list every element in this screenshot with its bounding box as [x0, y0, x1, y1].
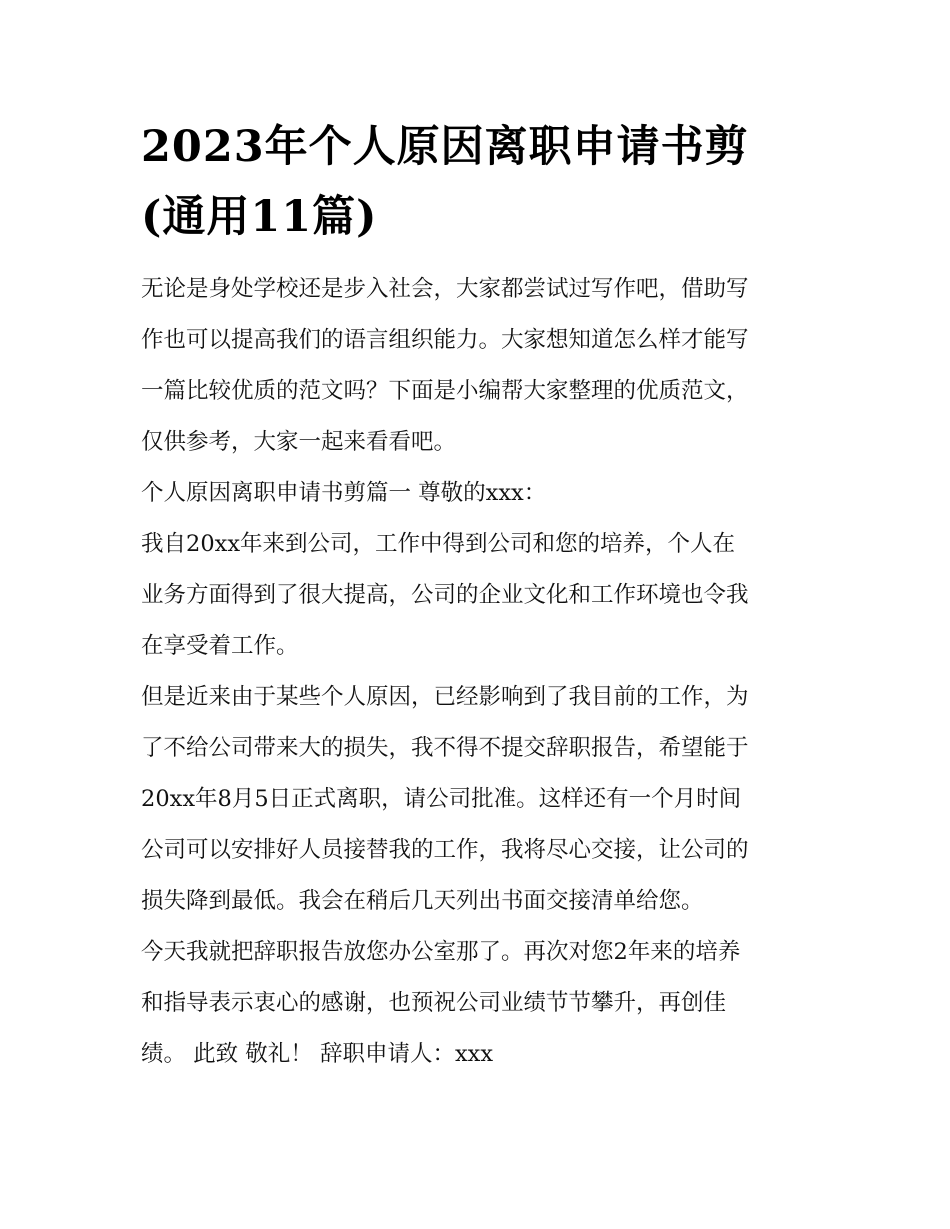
text-line: 我自20xx年来到公司，工作中得到公司和您的培养，个人在	[141, 531, 736, 557]
text-line: 一篇比较优质的范文吗？下面是小编帮大家整理的优质范文，	[141, 378, 749, 404]
section-heading-paragraph	[141, 468, 813, 519]
text-line: 和指导表示衷心的感谢，也预祝公司业绩节节攀升，再创佳	[141, 990, 727, 1016]
text-line: 无论是身处学校还是步入社会，大家都尝试过写作吧，借助写	[141, 276, 749, 302]
closing-paragraph	[141, 927, 813, 1080]
intro-paragraph	[141, 264, 813, 468]
document-content	[141, 112, 813, 1080]
text-line: 损失降到最低。我会在稍后几天列出书面交接清单给您。	[141, 888, 704, 914]
body-paragraph	[141, 672, 813, 927]
text-line: 个人原因离职申请书剪篇一 尊敬的xxx：	[141, 480, 547, 506]
document-title	[141, 112, 813, 252]
text-line: 今天我就把辞职报告放您办公室那了。再次对您2年来的培养	[141, 939, 741, 965]
text-line: 但是近来由于某些个人原因，已经影响到了我目前的工作，为	[141, 684, 749, 710]
text-line: 了不给公司带来大的损失，我不得不提交辞职报告，希望能于	[141, 735, 749, 761]
text-line: 仅供参考，大家一起来看看吧。	[141, 429, 457, 455]
title-line: (通用11篇)	[141, 192, 378, 242]
body-paragraph	[141, 519, 813, 672]
text-line: 业务方面得到了很大提高，公司的企业文化和工作环境也令我	[141, 582, 749, 608]
document-body	[141, 264, 813, 1080]
title-line: 2023年个人原因离职申请书剪	[141, 122, 749, 172]
text-line: 20xx年8月5日正式离职，请公司批准。这样还有一个月时间	[141, 786, 742, 812]
text-line: 公司可以安排好人员接替我的工作，我将尽心交接，让公司的	[141, 837, 749, 863]
text-line: 绩。 此致 敬礼！ 辞职申请人：xxx	[141, 1041, 494, 1067]
text-line: 在享受着工作。	[141, 633, 299, 659]
text-line: 作也可以提高我们的语言组织能力。大家想知道怎么样才能写	[141, 327, 749, 353]
